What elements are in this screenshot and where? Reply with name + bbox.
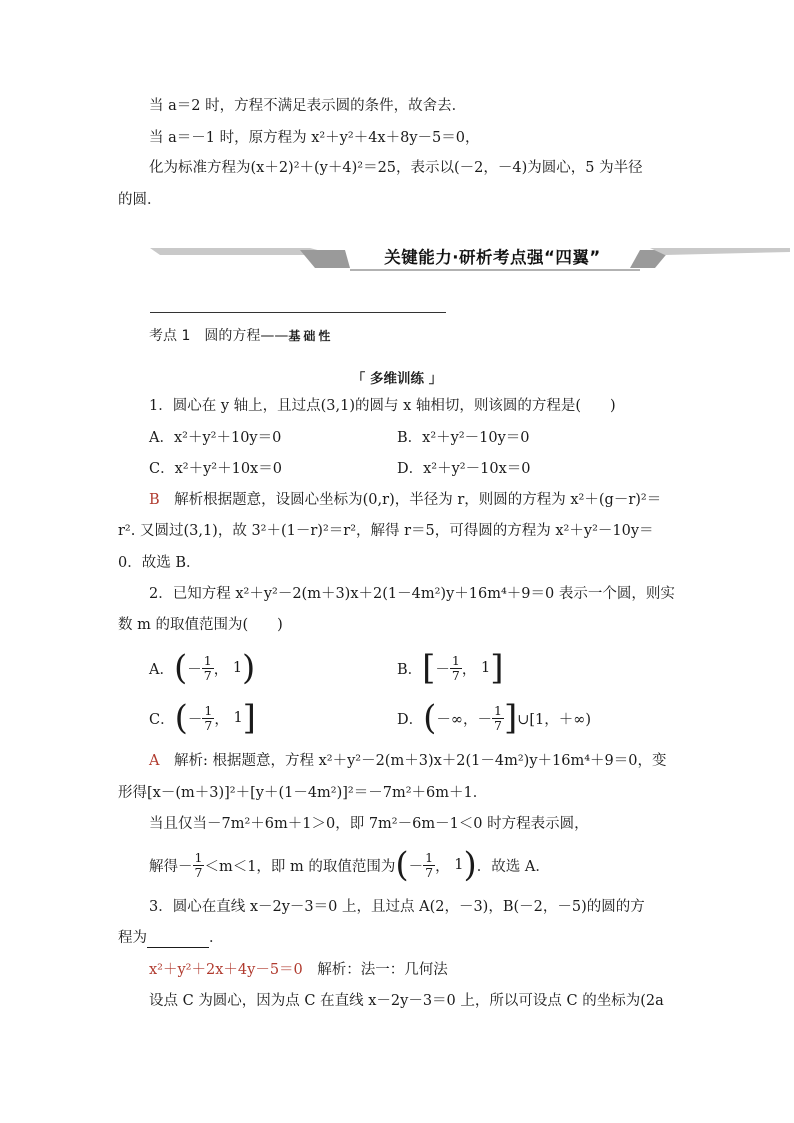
comma: ， <box>214 711 229 728</box>
q2-solution-2: 形得[x－(m＋3)]²＋[y＋(1－4m²)]²＝－7m²＋6m＋1． <box>118 785 488 801</box>
banner-title: 关键能力·研析考点强“四翼” <box>384 248 601 267</box>
q3-answer: x²＋y²＋2x＋4y－5＝0 <box>149 962 303 978</box>
minus-sign: － <box>187 711 203 728</box>
one: 1 <box>232 660 243 676</box>
q1-answer: B <box>149 492 160 508</box>
q3-stem-1: 3．圆心在直线 x－2y－3＝0 上，且过点 A(2，－3)，B(－2，－5)的圆的方 <box>149 899 645 915</box>
q2-option-c-label: C． <box>149 711 175 728</box>
fraction: $\frac{1}{7}$ <box>451 652 460 683</box>
fraction: $\frac{1}{7}$ <box>494 702 502 733</box>
q2-sol4-c: ．故选 A． <box>476 858 550 875</box>
intro-line-3: 化为标准方程为(x＋2)²＋(y＋4)²＝25，表示以(－2，－4)为圆心，5 为半径 <box>149 160 643 176</box>
q2-option-d-label: D． <box>397 711 424 728</box>
one: 1 <box>454 857 464 873</box>
q2-option-c <box>149 698 256 738</box>
q1-solution-3: 0．故选 B． <box>118 555 201 571</box>
q3-solution-1 <box>149 960 448 980</box>
q2-solution-4 <box>149 845 550 885</box>
q2-answer: A <box>149 753 160 769</box>
paren-open: ( <box>173 648 188 688</box>
bracket-open: [ <box>422 648 436 688</box>
q1-option-d: D．x²＋y²－10x＝0 <box>397 461 531 477</box>
paren-open: ( <box>395 845 409 885</box>
section-divider <box>150 312 446 313</box>
section-banner <box>150 240 790 276</box>
bracket-close: ] <box>503 698 518 738</box>
paren-close: ) <box>242 648 256 688</box>
paren-close: ) <box>463 845 477 885</box>
q2-stem-1: 2．已知方程 x²＋y²－2(m＋3)x＋2(1－4m²)y＋16m⁴＋9＝0 表示一个圆，则实 <box>149 586 675 602</box>
minus-sign: － <box>477 711 492 728</box>
q2-option-d <box>397 698 591 738</box>
q3-solution-2: 设点 C 为圆心，因为点 C 在直线 x－2y－3＝0 上，所以可设点 C 的坐标为(2a <box>149 993 664 1009</box>
q3-stem-2-text: 程为 <box>118 930 147 946</box>
intro-line-4: 的圆． <box>118 192 162 208</box>
q1-solution-1 <box>149 490 661 510</box>
q2-stem-2: 数 m 的取值范围为( ) <box>118 617 283 633</box>
one: 1 <box>233 710 243 726</box>
one: 1 <box>480 660 491 676</box>
minus-sign: － <box>187 661 202 678</box>
fraction: $\frac{1}{7}$ <box>203 652 212 683</box>
q3-solution-label: 解析：法一：几何法 <box>317 962 448 978</box>
q1-option-a: A．x²＋y²＋10y＝0 <box>149 430 282 446</box>
q3-stem-2-end: ． <box>209 930 224 946</box>
union-part: ∪[1，＋∞) <box>517 711 591 728</box>
section-tag: 基础性 <box>288 329 334 343</box>
q1-solution-2: r². 又圆过(3,1)，故 3²＋(1－r)²＝r²，解得 r＝5，可得圆的方程为 x²＋y²－10y＝ <box>118 523 654 539</box>
fraction: $\frac{1}{7}$ <box>425 849 434 880</box>
answer-blank <box>147 933 209 948</box>
subheading: 「 多维训练 」 <box>351 371 443 387</box>
q1-solution-text: 解析根据题意，设圆心坐标为(0,r)，半径为 r，则圆的方程为 x²＋(g－r)²＝ <box>174 492 662 508</box>
q1-stem: 1．圆心在 y 轴上，且过点(3,1)的圆与 x 轴相切，则该圆的方程是( ) <box>149 398 616 414</box>
intro-line-2: 当 a＝－1 时，原方程为 x²＋y²＋4x＋8y－5＝0， <box>149 130 480 146</box>
q3-stem-2 <box>118 928 224 948</box>
comma: ， <box>213 661 229 678</box>
comma: ， <box>435 858 450 875</box>
q1-option-c: C．x²＋y²＋10x＝0 <box>149 461 282 477</box>
paren-open: ( <box>174 698 188 738</box>
bracket-close: ] <box>490 648 504 688</box>
q2-solution-text: 解析: 根据题意，方程 x²＋y²－2(m＋3)x＋2(1－4m²)y＋16m⁴＋9＝0，变 <box>173 753 667 769</box>
q2-solution-3: 当且仅当－7m²＋6m＋1＞0，即 7m²－6m－1＜0 时方程表示圆， <box>149 816 589 832</box>
minus-sign: － <box>435 661 450 678</box>
q2-option-b-label: B． <box>397 661 423 678</box>
section-label: 考点 1 圆的方程—— <box>149 328 289 344</box>
q2-option-a-label: A． <box>149 661 174 678</box>
fraction: $\frac{1}{7}$ <box>194 849 203 880</box>
q2-sol4-a: 解得－ <box>149 858 193 875</box>
paren-open: ( <box>423 698 437 738</box>
q2-solution-1 <box>149 751 666 771</box>
fraction: $\frac{1}{7}$ <box>204 702 213 733</box>
q2-option-a <box>149 648 255 688</box>
q1-option-b: B．x²＋y²－10y＝0 <box>397 430 530 446</box>
neg-infinity: －∞， <box>436 711 478 728</box>
q2-option-b <box>397 648 503 688</box>
bracket-close: ] <box>242 698 256 738</box>
section-heading <box>149 326 333 346</box>
q2-sol4-b: ＜m＜1，即 m 的取值范围为 <box>204 858 396 875</box>
minus-sign: － <box>408 858 424 875</box>
comma: ， <box>461 661 477 678</box>
intro-line-1: 当 a＝2 时，方程不满足表示圆的条件，故舍去． <box>149 98 467 114</box>
